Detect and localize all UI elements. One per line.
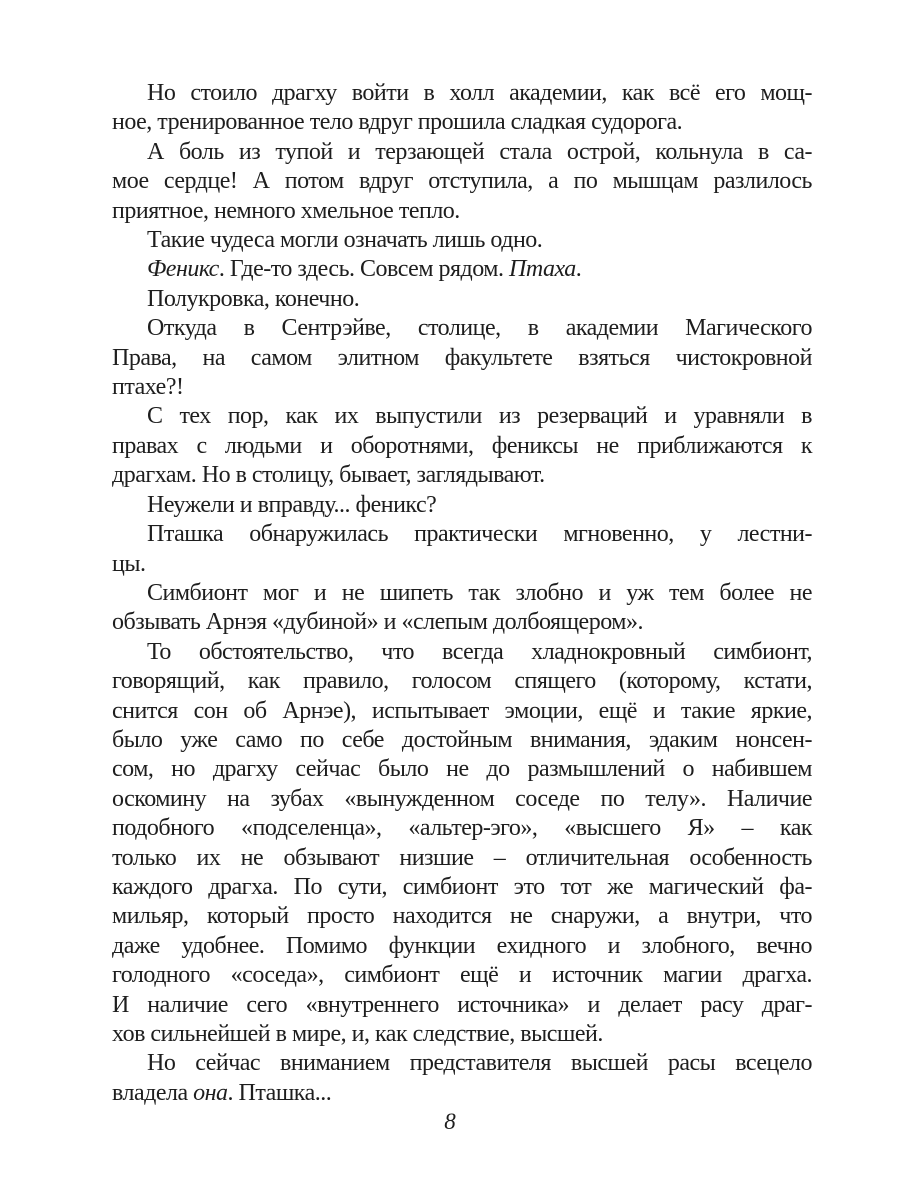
paragraph — [112, 138, 812, 226]
text-line: И наличие сего «внутреннего источника» и делает расу драг- — [112, 991, 812, 1018]
paragraph — [112, 226, 812, 255]
paragraph — [112, 285, 812, 314]
text-line: владела она. Пташка... — [112, 1079, 332, 1106]
text-block — [112, 79, 812, 1108]
text-line: правах с людьми и оборотнями, фениксы не приближаются к — [112, 432, 812, 459]
paragraph — [112, 638, 812, 1050]
text-line: хов сильнейшей в мире, и, как следствие, высшей. — [112, 1021, 603, 1047]
text-line: было уже само по себе достойным внимания, эдаким нонсен- — [112, 726, 812, 753]
text-line: Такие чудеса могли означать лишь одно. — [147, 227, 543, 254]
paragraph — [112, 402, 812, 490]
text-line: С тех пор, как их выпустили из резерваций и уравняли в — [147, 403, 812, 430]
text-line: говорящий, как правило, голосом спящего (которому, кстати, — [112, 668, 812, 695]
text-line: мильяр, который просто находится не снаружи, а внутри, что — [112, 903, 812, 930]
text-line: мое сердце! А потом вдруг отступила, а по мышцам разлилось — [112, 168, 812, 195]
paragraph — [112, 255, 812, 284]
paragraph — [112, 79, 812, 138]
text-line: Феникс. Где-то здесь. Совсем рядом. Птаха. — [147, 256, 582, 283]
text-line: То обстоятельство, что всегда хладнокровный симбионт, — [147, 638, 812, 665]
text-line: подобного «подселенца», «альтер-эго», «высшего Я» – как — [112, 815, 812, 842]
paragraph — [112, 520, 812, 579]
text-line: обзывать Арнэя «дубиной» и «слепым долбоящером». — [112, 609, 643, 636]
text-line: только их не обзывают низшие – отличительная особенность — [112, 844, 812, 871]
text-line: оскомину на зубах «вынужденном соседе по телу». Наличие — [112, 785, 812, 812]
page-number: 8 — [444, 1109, 456, 1134]
text-line: Пташка обнаружилась практически мгновенно, у лестни- — [147, 521, 812, 548]
paragraph — [112, 491, 812, 520]
text-line: птахе?! — [112, 374, 184, 401]
text-line: снится сон об Арнэе), испытывает эмоции, ещё и такие яркие, — [112, 697, 812, 724]
text-line: приятное, немного хмельное тепло. — [112, 197, 460, 224]
text-line: Неужели и вправду... феникс? — [147, 491, 437, 518]
text-line: А боль из тупой и терзающей стала острой, кольнула в са- — [147, 138, 812, 165]
text-line: Полукровка, конечно. — [147, 285, 360, 312]
paragraph — [112, 579, 812, 638]
text-line: Но сейчас вниманием представителя высшей расы всецело — [147, 1050, 812, 1077]
text-line: сом, но драгху сейчас было не до размышлений о набившем — [112, 756, 812, 783]
text-line: голодного «соседа», симбионт ещё и источник магии драгха. — [112, 962, 812, 989]
text-line: Симбионт мог и не шипеть так злобно и уж тем более не — [147, 579, 812, 606]
paragraph — [112, 1049, 812, 1108]
text-line: цы. — [112, 550, 146, 577]
text-line: даже удобнее. Помимо функции ехидного и злобного, вечно — [112, 932, 812, 959]
text-line: Права, на самом элитном факультете взяться чистокровной — [112, 344, 812, 371]
text-line: ное, тренированное тело вдруг прошила сладкая судорога. — [112, 109, 683, 136]
text-line: драгхам. Но в столицу, бывает, заглядывают. — [112, 462, 545, 489]
text-line: каждого драгха. По сути, симбионт это тот же магический фа- — [112, 873, 812, 900]
text-line: Но стоило драгху войти в холл академии, как всё его мощ- — [147, 80, 812, 106]
text-line: Откуда в Сентрэйве, столице, в академии Магического — [147, 315, 812, 342]
paragraph — [112, 314, 812, 402]
